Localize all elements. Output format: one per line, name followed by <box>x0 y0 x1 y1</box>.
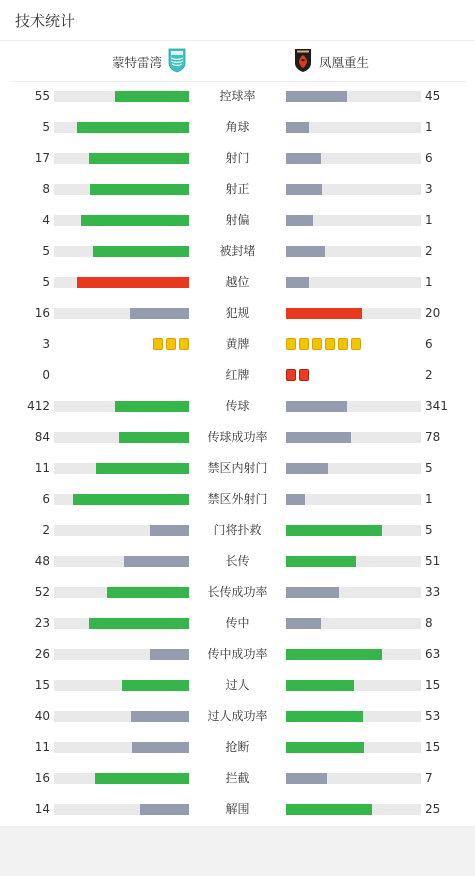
home-bar-track <box>54 277 189 288</box>
home-bar-track <box>54 401 189 412</box>
away-value: 53 <box>425 709 441 723</box>
home-value: 23 <box>34 616 50 630</box>
stat-row <box>0 422 475 453</box>
stat-label: 过人 <box>225 678 250 692</box>
stat-row <box>0 298 475 329</box>
away-bar-fill <box>286 649 382 660</box>
away-bar-fill <box>286 401 347 412</box>
stat-label: 射正 <box>225 182 250 196</box>
away-bar-fill <box>286 215 313 226</box>
away-bar-track <box>286 184 421 195</box>
home-value: 40 <box>34 709 50 723</box>
home-bar-track <box>54 463 189 474</box>
yellow-card-icon <box>312 338 322 350</box>
home-value: 52 <box>34 585 50 599</box>
yellow-card-icon <box>286 338 296 350</box>
stat-row <box>0 391 475 422</box>
away-value: 1 <box>425 275 433 289</box>
home-bar-track <box>54 432 189 443</box>
home-value: 5 <box>42 120 50 134</box>
home-value: 84 <box>34 430 50 444</box>
home-bar-fill <box>96 463 189 474</box>
away-bar-fill <box>286 804 372 815</box>
home-cards <box>153 338 189 351</box>
away-team-logo-icon <box>294 48 312 73</box>
home-value: 26 <box>34 647 50 661</box>
away-bar-track <box>286 680 421 691</box>
home-value: 17 <box>34 151 50 165</box>
away-bar-track <box>286 494 421 505</box>
home-value: 55 <box>34 89 50 103</box>
home-value: 0 <box>42 368 50 382</box>
away-bar-fill <box>286 122 309 133</box>
home-bar-fill <box>107 587 189 598</box>
away-value: 8 <box>425 616 433 630</box>
away-bar-track <box>286 401 421 412</box>
stat-label: 抢断 <box>225 740 250 754</box>
away-value: 341 <box>425 399 448 413</box>
stat-row <box>0 701 475 732</box>
stat-row <box>0 794 475 825</box>
stat-label: 禁区外射门 <box>207 492 268 506</box>
away-bar-fill <box>286 463 328 474</box>
home-bar-fill <box>73 494 189 505</box>
home-bar-track <box>54 680 189 691</box>
stat-label: 解围 <box>225 802 250 816</box>
stat-row <box>0 174 475 205</box>
away-bar-fill <box>286 618 321 629</box>
away-value: 5 <box>425 461 433 475</box>
away-bar-track <box>286 587 421 598</box>
away-value: 78 <box>425 430 441 444</box>
yellow-card-icon <box>166 338 176 350</box>
home-bar-track <box>54 649 189 660</box>
home-bar-fill <box>122 680 190 691</box>
away-value: 15 <box>425 740 441 754</box>
away-bar-track <box>286 122 421 133</box>
home-bar-track <box>54 618 189 629</box>
stat-row <box>0 546 475 577</box>
home-value: 5 <box>42 244 50 258</box>
stat-label: 拦截 <box>225 771 250 785</box>
away-bar-fill <box>286 184 322 195</box>
home-value: 15 <box>34 678 50 692</box>
stat-row <box>0 112 475 143</box>
away-value: 2 <box>425 368 433 382</box>
home-bar-fill <box>81 215 189 226</box>
home-bar-fill <box>150 649 189 660</box>
away-bar-fill <box>286 587 339 598</box>
home-bar-track <box>54 494 189 505</box>
home-bar-fill <box>93 246 189 257</box>
page-title: 技术统计 <box>15 12 76 30</box>
home-value: 11 <box>34 740 50 754</box>
stat-row <box>0 267 475 298</box>
away-bar-track <box>286 432 421 443</box>
home-bar-fill <box>115 401 189 412</box>
home-bar-track <box>54 215 189 226</box>
stat-label: 长传成功率 <box>207 585 268 599</box>
yellow-card-icon <box>153 338 163 350</box>
away-bar-track <box>286 618 421 629</box>
home-bar-track <box>54 742 189 753</box>
home-value: 6 <box>42 492 50 506</box>
stat-row <box>0 143 475 174</box>
home-bar-fill <box>119 432 189 443</box>
stat-label: 门将扑救 <box>213 523 262 537</box>
home-bar-track <box>54 153 189 164</box>
yellow-card-icon <box>325 338 335 350</box>
away-value: 25 <box>425 802 441 816</box>
stat-label: 黄牌 <box>225 337 250 351</box>
away-bar-fill <box>286 246 325 257</box>
home-team-logo-icon <box>168 48 186 73</box>
away-bar-fill <box>286 556 356 567</box>
home-bar-track <box>54 556 189 567</box>
home-bar-track <box>54 587 189 598</box>
away-bar-track <box>286 308 421 319</box>
away-value: 1 <box>425 120 433 134</box>
stat-row <box>0 608 475 639</box>
home-bar-fill <box>77 277 189 288</box>
stat-row <box>0 732 475 763</box>
stat-row <box>0 639 475 670</box>
away-bar-fill <box>286 277 309 288</box>
away-value: 15 <box>425 678 441 692</box>
home-bar-fill <box>124 556 189 567</box>
away-bar-track <box>286 773 421 784</box>
stat-label: 射偏 <box>225 213 250 227</box>
away-bar-track <box>286 742 421 753</box>
away-bar-fill <box>286 680 354 691</box>
away-bar-track <box>286 91 421 102</box>
home-bar-track <box>54 804 189 815</box>
red-card-icon <box>286 369 296 381</box>
stat-row <box>0 577 475 608</box>
stat-label: 角球 <box>225 120 250 134</box>
home-bar-fill <box>140 804 189 815</box>
away-bar-track <box>286 649 421 660</box>
stat-label: 被封堵 <box>219 244 256 258</box>
stat-row <box>0 453 475 484</box>
stat-label: 越位 <box>225 275 250 289</box>
stat-row <box>0 329 475 360</box>
away-value: 1 <box>425 213 433 227</box>
away-bar-fill <box>286 525 382 536</box>
yellow-card-icon <box>338 338 348 350</box>
away-bar-fill <box>286 494 305 505</box>
away-value: 6 <box>425 151 433 165</box>
home-bar-track <box>54 525 189 536</box>
away-bar-fill <box>286 308 362 319</box>
stat-row <box>0 360 475 391</box>
home-bar-fill <box>132 742 189 753</box>
home-bar-track <box>54 122 189 133</box>
stat-label: 射门 <box>225 151 250 165</box>
home-value: 11 <box>34 461 50 475</box>
away-team-name: 凤凰重生 <box>319 55 370 70</box>
away-bar-track <box>286 804 421 815</box>
away-bar-track <box>286 556 421 567</box>
away-value: 51 <box>425 554 441 568</box>
home-value: 16 <box>34 306 50 320</box>
away-bar-track <box>286 711 421 722</box>
stat-label: 禁区内射门 <box>207 461 268 475</box>
away-value: 2 <box>425 244 433 258</box>
home-bar-fill <box>90 184 189 195</box>
stat-row <box>0 670 475 701</box>
stat-label: 长传 <box>225 554 250 568</box>
stat-row <box>0 81 475 112</box>
away-value: 45 <box>425 89 441 103</box>
home-bar-fill <box>95 773 190 784</box>
stat-label: 传球 <box>225 399 250 413</box>
home-value: 48 <box>34 554 50 568</box>
home-bar-track <box>54 308 189 319</box>
stat-label: 控球率 <box>219 89 256 103</box>
home-bar-track <box>54 711 189 722</box>
away-value: 20 <box>425 306 441 320</box>
away-value: 5 <box>425 523 433 537</box>
home-bar-fill <box>130 308 189 319</box>
stat-label: 犯规 <box>225 306 250 320</box>
away-value: 6 <box>425 337 433 351</box>
stat-row <box>0 205 475 236</box>
home-bar-fill <box>150 525 189 536</box>
yellow-card-icon <box>299 338 309 350</box>
away-bar-fill <box>286 91 347 102</box>
home-value: 16 <box>34 771 50 785</box>
divider <box>0 40 475 41</box>
away-bar-track <box>286 525 421 536</box>
home-value: 14 <box>34 802 50 816</box>
away-value: 1 <box>425 492 433 506</box>
stat-row <box>0 763 475 794</box>
away-bar-track <box>286 153 421 164</box>
away-bar-fill <box>286 432 351 443</box>
away-bar-fill <box>286 711 363 722</box>
home-bar-fill <box>115 91 189 102</box>
yellow-card-icon <box>179 338 189 350</box>
away-bar-track <box>286 215 421 226</box>
stat-row <box>0 236 475 267</box>
home-bar-track <box>54 91 189 102</box>
stat-row <box>0 484 475 515</box>
away-value: 3 <box>425 182 433 196</box>
home-bar-track <box>54 773 189 784</box>
home-bar-fill <box>89 153 189 164</box>
home-bar-fill <box>131 711 189 722</box>
away-bar-track <box>286 463 421 474</box>
home-value: 412 <box>27 399 50 413</box>
home-bar-track <box>54 184 189 195</box>
stat-label: 红牌 <box>225 368 250 382</box>
home-value: 5 <box>42 275 50 289</box>
away-bar-track <box>286 246 421 257</box>
away-bar-track <box>286 277 421 288</box>
home-value: 4 <box>42 213 50 227</box>
home-bar-fill <box>77 122 189 133</box>
away-bar-fill <box>286 153 321 164</box>
away-bar-fill <box>286 773 327 784</box>
stat-label: 传中 <box>225 616 250 630</box>
home-value: 2 <box>42 523 50 537</box>
stat-label: 过人成功率 <box>207 709 268 723</box>
away-bar-fill <box>286 742 364 753</box>
yellow-card-icon <box>351 338 361 350</box>
home-value: 8 <box>42 182 50 196</box>
stat-label: 传中成功率 <box>207 647 268 661</box>
away-value: 63 <box>425 647 441 661</box>
away-value: 7 <box>425 771 433 785</box>
stat-row <box>0 515 475 546</box>
home-value: 3 <box>42 337 50 351</box>
away-cards <box>286 338 361 351</box>
red-card-icon <box>299 369 309 381</box>
away-cards <box>286 369 309 382</box>
away-value: 33 <box>425 585 441 599</box>
stat-label: 传球成功率 <box>207 430 268 444</box>
home-bar-fill <box>89 618 189 629</box>
home-team-name: 蒙特雷湾 <box>111 55 162 70</box>
home-bar-track <box>54 246 189 257</box>
